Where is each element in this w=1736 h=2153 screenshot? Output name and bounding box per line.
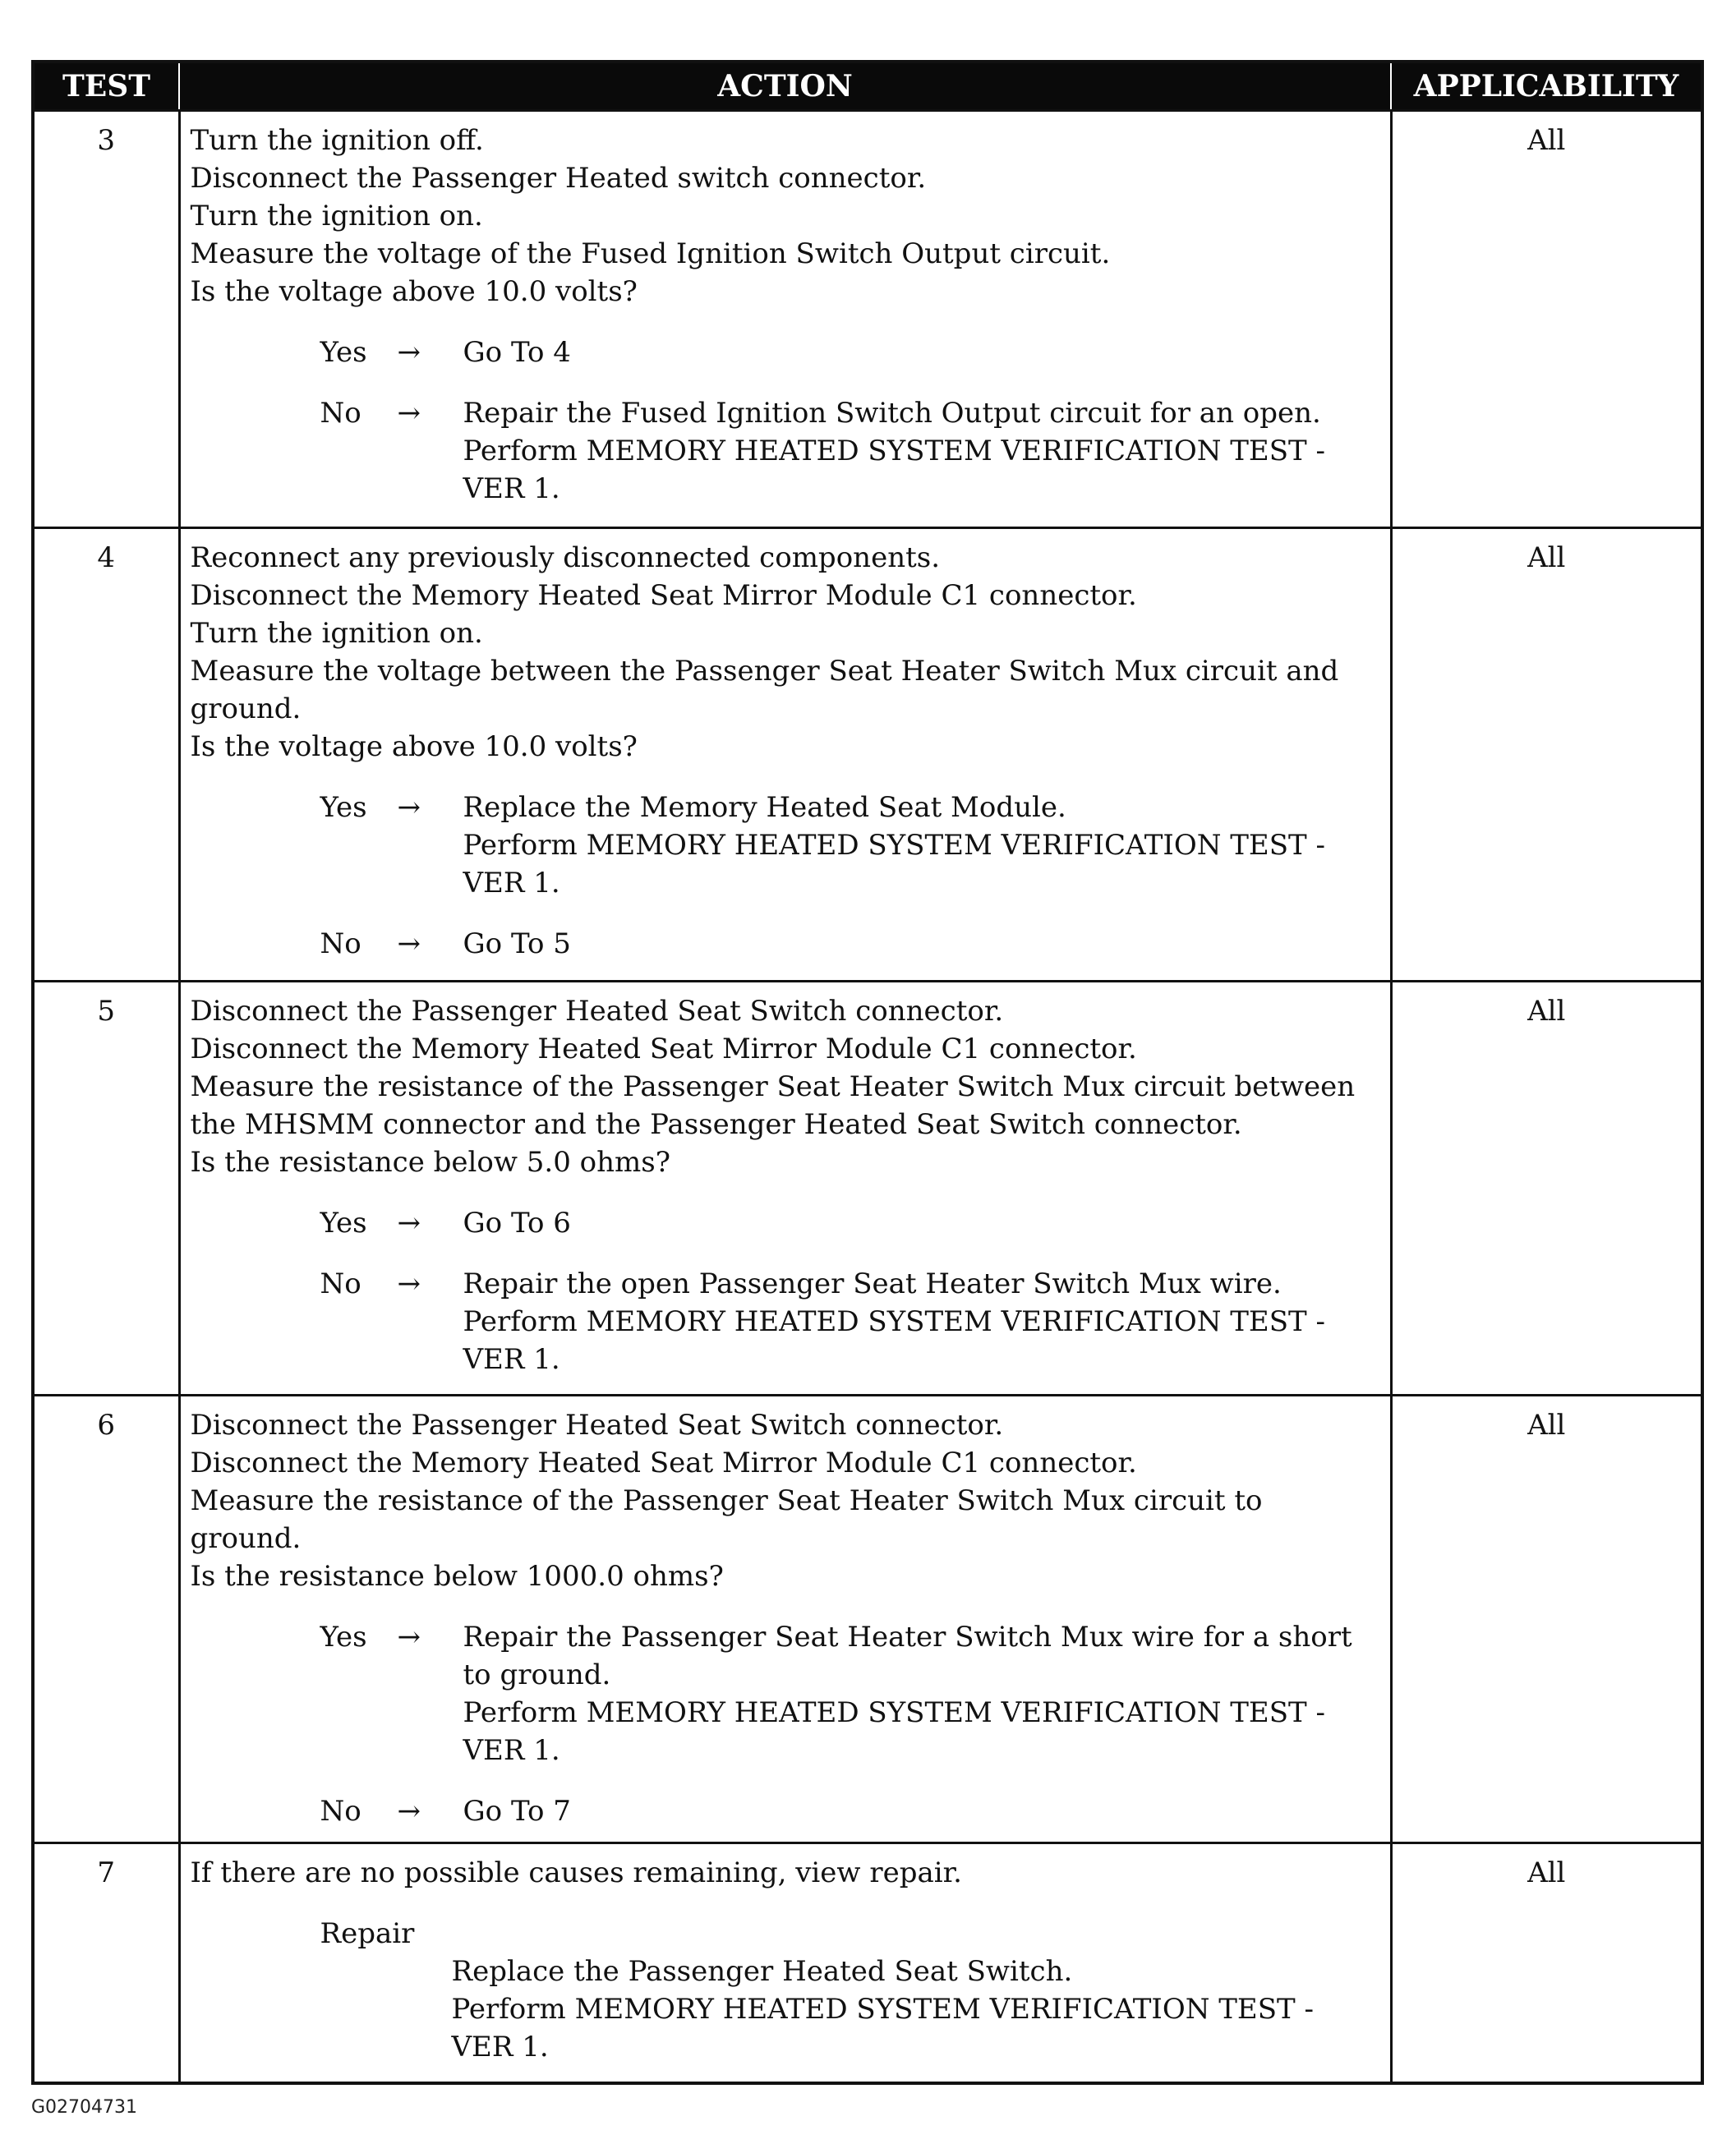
action-cell bbox=[179, 1843, 1391, 2083]
result-line: Go To 5 bbox=[463, 927, 571, 960]
arrow-icon: → bbox=[397, 397, 421, 430]
result-text bbox=[463, 1792, 1380, 1830]
result-text bbox=[463, 925, 1380, 963]
arrow-icon: → bbox=[397, 791, 421, 824]
action-step: Disconnect the Memory Heated Seat Mirror Module C1 connector. bbox=[190, 1033, 1137, 1065]
action-question: Is the resistance below 1000.0 ohms? bbox=[190, 1560, 724, 1593]
yes-result bbox=[191, 789, 1380, 902]
repair-label: Repair bbox=[320, 1917, 415, 1950]
action-step: Reconnect any previously disconnected components. bbox=[190, 541, 941, 574]
repair-text bbox=[320, 1953, 1380, 2066]
no-label: No bbox=[320, 397, 361, 430]
no-result bbox=[191, 1265, 1380, 1378]
test-number: 4 bbox=[33, 528, 179, 982]
action-step: Disconnect the Passenger Heated Seat Switch connector. bbox=[190, 1409, 1004, 1442]
table-row bbox=[33, 111, 1702, 528]
table-header-row bbox=[33, 62, 1702, 111]
arrow-icon: → bbox=[397, 1621, 421, 1654]
header-action: ACTION bbox=[179, 62, 1391, 111]
applicability-value: All bbox=[1391, 982, 1702, 1396]
result-text bbox=[463, 789, 1380, 902]
result-line: Go To 7 bbox=[463, 1795, 571, 1828]
action-step: Disconnect the Memory Heated Seat Mirror Module C1 connector. bbox=[190, 579, 1137, 612]
action-step: Disconnect the Passenger Heated Seat Switch connector. bbox=[190, 995, 1004, 1028]
result-line: Repair the Fused Ignition Switch Output circuit for an open. bbox=[463, 397, 1321, 430]
header-test: TEST bbox=[33, 62, 179, 111]
result-line: Perform MEMORY HEATED SYSTEM VERIFICATION TEST - VER 1. bbox=[463, 435, 1326, 505]
action-step: Measure the resistance of the Passenger Seat Heater Switch Mux circuit between the MHSMM connector and the Passenger Heated Seat Switch connector. bbox=[190, 1070, 1356, 1141]
test-number: 6 bbox=[33, 1396, 179, 1843]
table-row bbox=[33, 1843, 1702, 2083]
repair-line: Replace the Passenger Heated Seat Switch. bbox=[451, 1955, 1073, 1988]
result-line: Perform MEMORY HEATED SYSTEM VERIFICATION TEST - VER 1. bbox=[463, 1696, 1326, 1767]
header-applicability: APPLICABILITY bbox=[1391, 62, 1702, 111]
table-row bbox=[33, 982, 1702, 1396]
test-number: 5 bbox=[33, 982, 179, 1396]
yes-label: Yes bbox=[320, 336, 367, 369]
no-result bbox=[191, 925, 1380, 963]
yes-result bbox=[191, 1204, 1380, 1242]
result-line: Repair the open Passenger Seat Heater Switch Mux wire. bbox=[463, 1267, 1282, 1300]
no-result bbox=[191, 394, 1380, 508]
table-row bbox=[33, 1396, 1702, 1843]
yes-result bbox=[191, 334, 1380, 371]
arrow-icon: → bbox=[397, 1267, 421, 1300]
action-step: Measure the voltage of the Fused Ignition Switch Output circuit. bbox=[190, 237, 1111, 270]
no-label: No bbox=[320, 1795, 361, 1828]
action-cell bbox=[179, 1396, 1391, 1843]
result-line: Go To 4 bbox=[463, 336, 571, 369]
action-step: Measure the resistance of the Passenger Seat Heater Switch Mux circuit to ground. bbox=[190, 1484, 1263, 1555]
table-row bbox=[33, 528, 1702, 982]
action-question: Is the resistance below 5.0 ohms? bbox=[190, 1146, 670, 1179]
action-step: Disconnect the Memory Heated Seat Mirror Module C1 connector. bbox=[190, 1447, 1137, 1479]
action-question: Is the voltage above 10.0 volts? bbox=[190, 275, 638, 308]
test-number: 3 bbox=[33, 111, 179, 528]
no-label: No bbox=[320, 1267, 361, 1300]
arrow-icon: → bbox=[397, 1795, 421, 1828]
diagnostic-test-table bbox=[31, 60, 1704, 2085]
action-step: Measure the voltage between the Passenger Seat Heater Switch Mux circuit and ground. bbox=[190, 655, 1339, 725]
action-step: Turn the ignition on. bbox=[190, 617, 483, 650]
result-text bbox=[463, 1204, 1380, 1242]
action-step: Turn the ignition off. bbox=[190, 124, 484, 157]
action-cell bbox=[179, 528, 1391, 982]
action-cell bbox=[179, 982, 1391, 1396]
result-line: Go To 6 bbox=[463, 1207, 571, 1240]
yes-label: Yes bbox=[320, 1621, 367, 1654]
no-label: No bbox=[320, 927, 361, 960]
figure-id: G02704731 bbox=[31, 2097, 138, 2118]
applicability-value: All bbox=[1391, 1396, 1702, 1843]
result-line: Perform MEMORY HEATED SYSTEM VERIFICATION TEST - VER 1. bbox=[463, 1305, 1326, 1376]
test-number: 7 bbox=[33, 1843, 179, 2083]
applicability-value: All bbox=[1391, 1843, 1702, 2083]
result-text bbox=[463, 394, 1380, 508]
yes-label: Yes bbox=[320, 791, 367, 824]
action-step: Turn the ignition on. bbox=[190, 200, 483, 232]
arrow-icon: → bbox=[397, 1207, 421, 1240]
action-step: If there are no possible causes remaining, view repair. bbox=[190, 1856, 962, 1889]
result-text bbox=[463, 334, 1380, 371]
result-text bbox=[463, 1618, 1380, 1769]
no-result bbox=[191, 1792, 1380, 1830]
action-step: Disconnect the Passenger Heated switch connector. bbox=[190, 162, 927, 195]
result-line: Replace the Memory Heated Seat Module. bbox=[463, 791, 1066, 824]
yes-result bbox=[191, 1618, 1380, 1769]
repair-line: Perform MEMORY HEATED SYSTEM VERIFICATION TEST - VER 1. bbox=[451, 1993, 1315, 2063]
repair-block bbox=[191, 1915, 1380, 2066]
result-line: Repair the Passenger Seat Heater Switch Mux wire for a short to ground. bbox=[463, 1621, 1352, 1691]
result-text bbox=[463, 1265, 1380, 1378]
yes-label: Yes bbox=[320, 1207, 367, 1240]
arrow-icon: → bbox=[397, 927, 421, 960]
applicability-value: All bbox=[1391, 528, 1702, 982]
action-cell bbox=[179, 111, 1391, 528]
result-line: Perform MEMORY HEATED SYSTEM VERIFICATION TEST - VER 1. bbox=[463, 829, 1326, 899]
arrow-icon: → bbox=[397, 336, 421, 369]
applicability-value: All bbox=[1391, 111, 1702, 528]
action-question: Is the voltage above 10.0 volts? bbox=[190, 730, 638, 763]
